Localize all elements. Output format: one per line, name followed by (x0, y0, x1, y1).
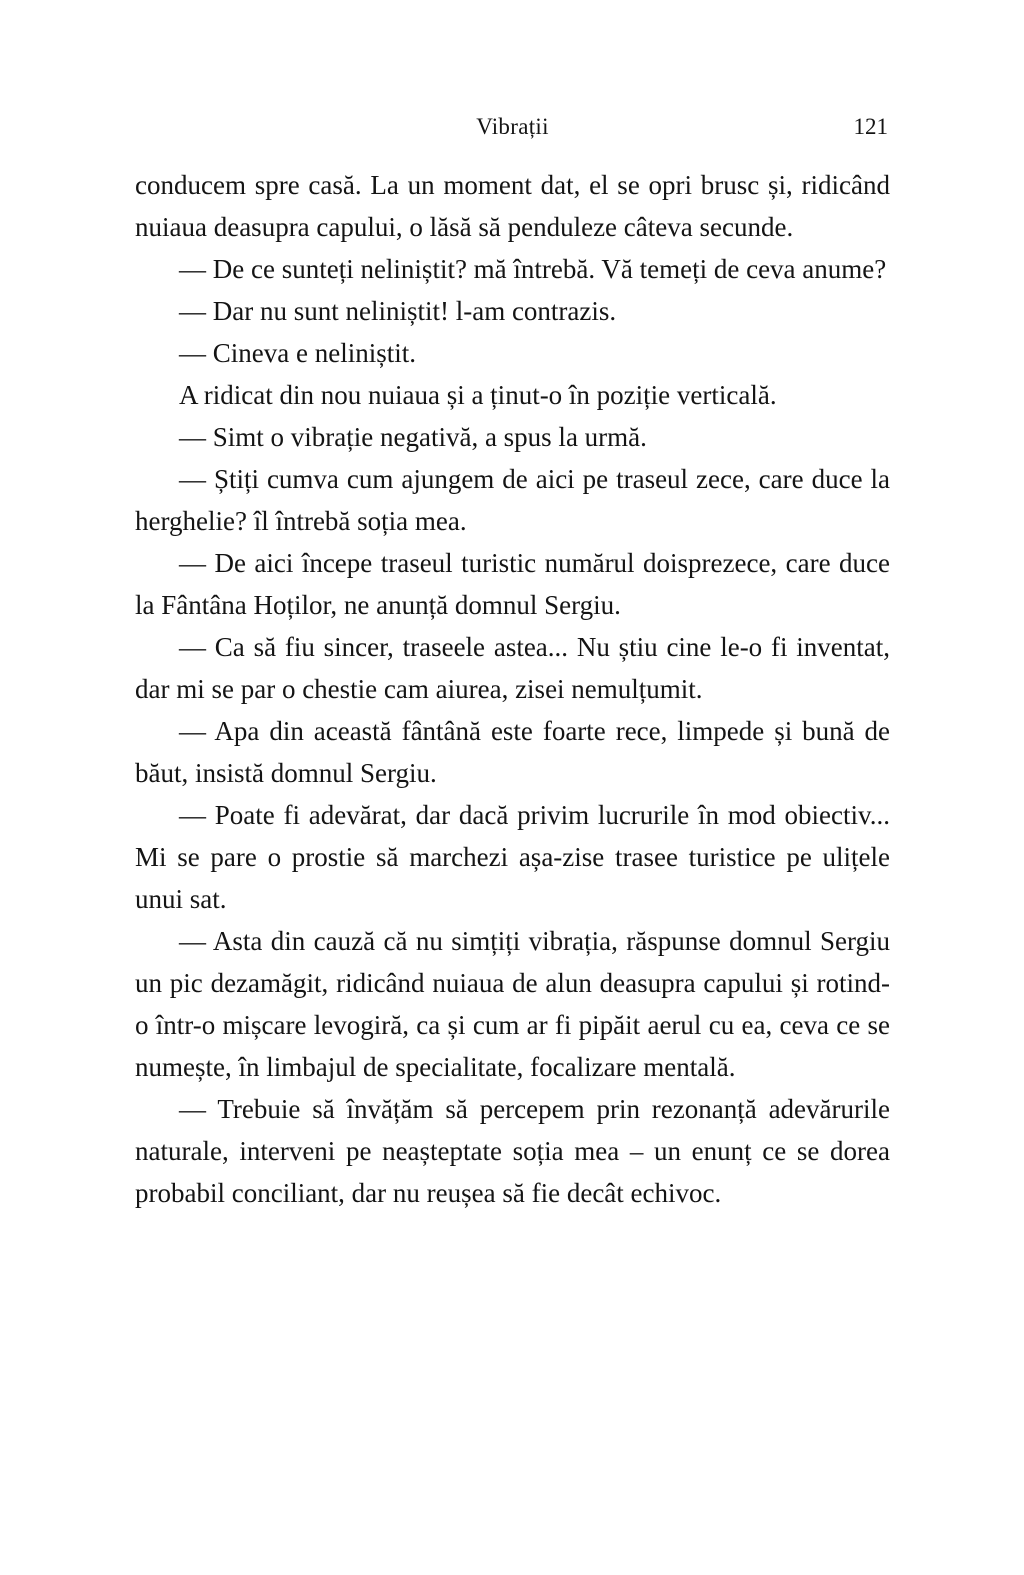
paragraph: — Simt o vibrație negativă, a spus la urmă. (179, 422, 647, 452)
paragraph: — Trebuie să învățăm să percepem prin rezonanță adevărurile naturale, interveni pe neașteptate soția mea – un enunț ce se dorea probabil conciliant, dar nu reușea să fie decât echivoc. (135, 1094, 890, 1208)
page-body (135, 164, 890, 1214)
page-number: 121 (853, 114, 888, 139)
paragraph: — De aici începe traseul turistic numărul doisprezece, care duce la Fântâna Hoților, ne anunță domnul Sergiu. (135, 548, 890, 620)
paragraph: — Poate fi adevărat, dar dacă privim lucrurile în mod obiectiv... Mi se pare o prostie să marchezi așa-zise trasee turistice pe ulițele unui sat. (135, 800, 890, 914)
paragraph: — Știți cumva cum ajungem de aici pe traseul zece, care duce la herghelie? îl întrebă soția mea. (135, 464, 890, 536)
paragraph: conducem spre casă. La un moment dat, el se opri brusc și, ridicând nuiaua deasupra capului, o lăsă să penduleze câteva secunde. (135, 170, 890, 242)
paragraph: — Apa din această fântână este foarte rece, limpede și bună de băut, insistă domnul Sergiu. (135, 716, 890, 788)
paragraph: — Ca să fiu sincer, traseele astea... Nu știu cine le-o fi inventat, dar mi se par o chestie cam aiurea, zisei nemulțumit. (135, 632, 890, 704)
paragraph: — Cineva e neliniștit. (179, 338, 416, 368)
paragraph: — De ce sunteți neliniștit? mă întrebă. Vă temeți de ceva anume? (179, 254, 887, 284)
paragraph: — Dar nu sunt neliniștit! l-am contrazis. (179, 296, 617, 326)
paragraph: A ridicat din nou nuiaua și a ținut-o în poziție verticală. (179, 380, 777, 410)
chapter-title: Vibrații (476, 114, 549, 139)
running-header (135, 110, 890, 144)
paragraph: — Asta din cauză că nu simțiți vibrația, răspunse domnul Sergiu un pic dezamăgit, ridicând nuiaua de alun deasupra capului și rotind-o într-o mișcare levogiră, ca și cum ar fi pipăit aerul cu ea, ceva ce se numește, în limbajul de specialitate, focalizare mentală. (135, 926, 890, 1082)
